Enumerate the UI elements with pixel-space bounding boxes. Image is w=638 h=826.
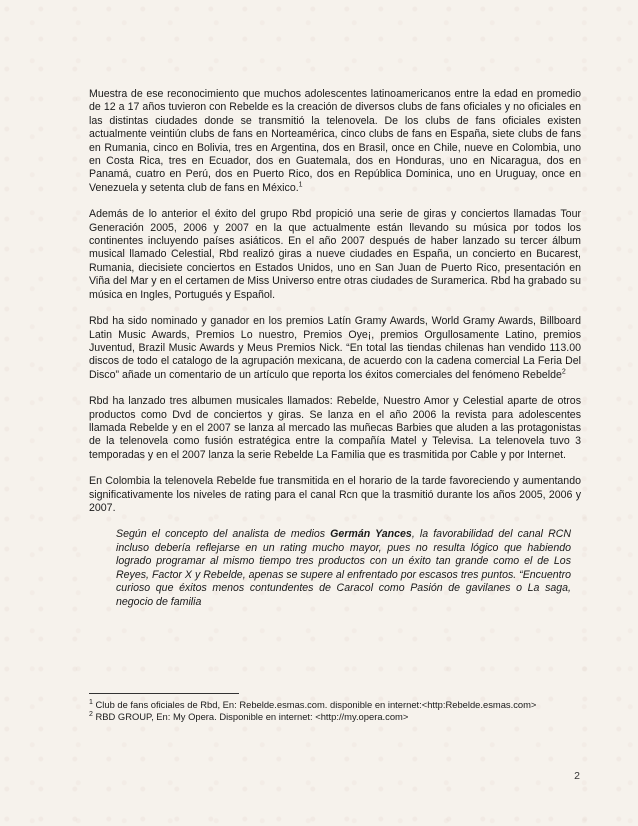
footnote-2-number: 2 (89, 710, 93, 718)
footnote-separator (89, 693, 239, 694)
body-text (89, 88, 581, 609)
quote-text-after: , la favorabilidad del canal RCN incluso debería reflejarse en un rating mucho mayor, pues no resulta lógico que habiendo logrado programar al mismo tiempo tres productos con un éxito tan grande como el de Los Reyes, Factor X y Rebelde, apenas se supere al enfrentado por escasos tres puntos. “Encuentro curioso que éxitos menos contundentes de Caracol como Pasión de gavilanes o La saga, negocio de familia (116, 528, 572, 608)
footnote-1 (89, 699, 569, 711)
footnote-ref-2: 2 (561, 368, 566, 376)
page-number: 2 (574, 770, 580, 782)
footnote-2-text: RBD GROUP, En: My Opera. Disponible en internet: <http://my.opera.com> (92, 711, 409, 722)
paragraph-colombia: En Colombia la telenovela Rebelde fue transmitida en el horario de la tarde favoreciendo y aumentando significativamente los niveles de rating para el canal Rcn que la trasmitió durante los años 2005, 2006 y 2007. (89, 475, 581, 514)
quote-analyst-name: Germán Yances (330, 528, 412, 541)
paragraph-awards-text: Rbd ha sido nominado y ganador en los premios Latín Gramy Awards, World Gramy Awards, Billboard Latin Music Awards, Premios Lo nuestro, Premios Oye¡, premios Orgullosamente Latino, premios Juventud, Brazil Music Awards y Meus Premios Nick. “En total las tiendas chilenas han vendido 113.00 discos de todo el catalogo de la agrupación mexicana, de acuerdo con la cadena comercial La Feria Del Disco” añade un comentario de un artículo que reporta los éxitos comerciales del fenómeno Rebelde (89, 315, 581, 381)
footnote-2 (89, 711, 569, 723)
paragraph-fan-clubs-text: Muestra de ese reconocimiento que muchos adolescentes latinoamericanos entre la edad en promedio de 12 a 17 años tuvieron con Rebelde es la creación de diversos clubs de fans oficiales y no oficiales en las distintas ciudades donde se transmitió la telenovela. De los clubs de fans oficiales existen actualmente veintiún clubs de fans en Norteamérica, cinco clubs de fans en España, siete clubs de fans en Rumania, cinco en Bolivia, tres en Argentina, dos en Brasil, once en Chile, nueve en Colombia, uno en Costa Rica, tres en Ecuador, dos en Guatemala, dos en Honduras, uno en Nicaragua, dos en Panamá, cuatro en Perú, dos en Puerto Rico, dos en República Dominica, uno en Uruguay, once en Venezuela y setenta club de fans en México. (89, 88, 581, 194)
paragraph-awards (89, 315, 581, 382)
footnote-ref-1: 1 (298, 181, 303, 189)
paragraph-albums: Rbd ha lanzado tres albumen musicales llamados: Rebelde, Nuestro Amor y Celestial aparte de otros productos como Dvd de conciertos y giras. Se lanza en el año 2006 la revista para adolescentes llamada Rebelde y en el 2007 se lanza al mercado las muñecas Barbies que aluden a las protagonistas de la telenovela como fusión estratégica entre la compañía Matel y Televisa. La telenovela tuvo 3 temporadas y en el 2007 lanza la serie Rebelde La Familia que es trasmitida por Cable y por Internet. (89, 395, 581, 461)
paragraph-tours: Además de lo anterior el éxito del grupo Rbd propició una serie de giras y conciertos llamadas Tour Generación 2005, 2006 y 2007 en la que actualmente están llevando su música por todos los continentes incluyendo países asiáticos. En el año 2007 después de haber lanzado su tercer álbum musical llamado Celestial, Rbd realizó giras a nueve ciudades en España, un concierto en Bucarest, Rumania, diecisiete conciertos en Estados Unidos, uno en San Juan de Puerto Rico, presentación en Viña del Mar y en el certamen de Miss Universo entre otras ciudades de Suramerica. Rbd ha grabado su música en Ingles, Portugués y Español. (89, 208, 581, 301)
block-quote (116, 528, 571, 609)
paragraph-fan-clubs (89, 88, 581, 195)
quote-text-before: Según el concepto del analista de medios (116, 528, 331, 541)
footnote-1-number: 1 (89, 698, 93, 706)
footnote-1-text: Club de fans oficiales de Rbd, En: Rebelde.esmas.com. disponible en internet:<http:Rebelde.esmas.com> (92, 699, 537, 710)
footnotes (89, 699, 569, 723)
